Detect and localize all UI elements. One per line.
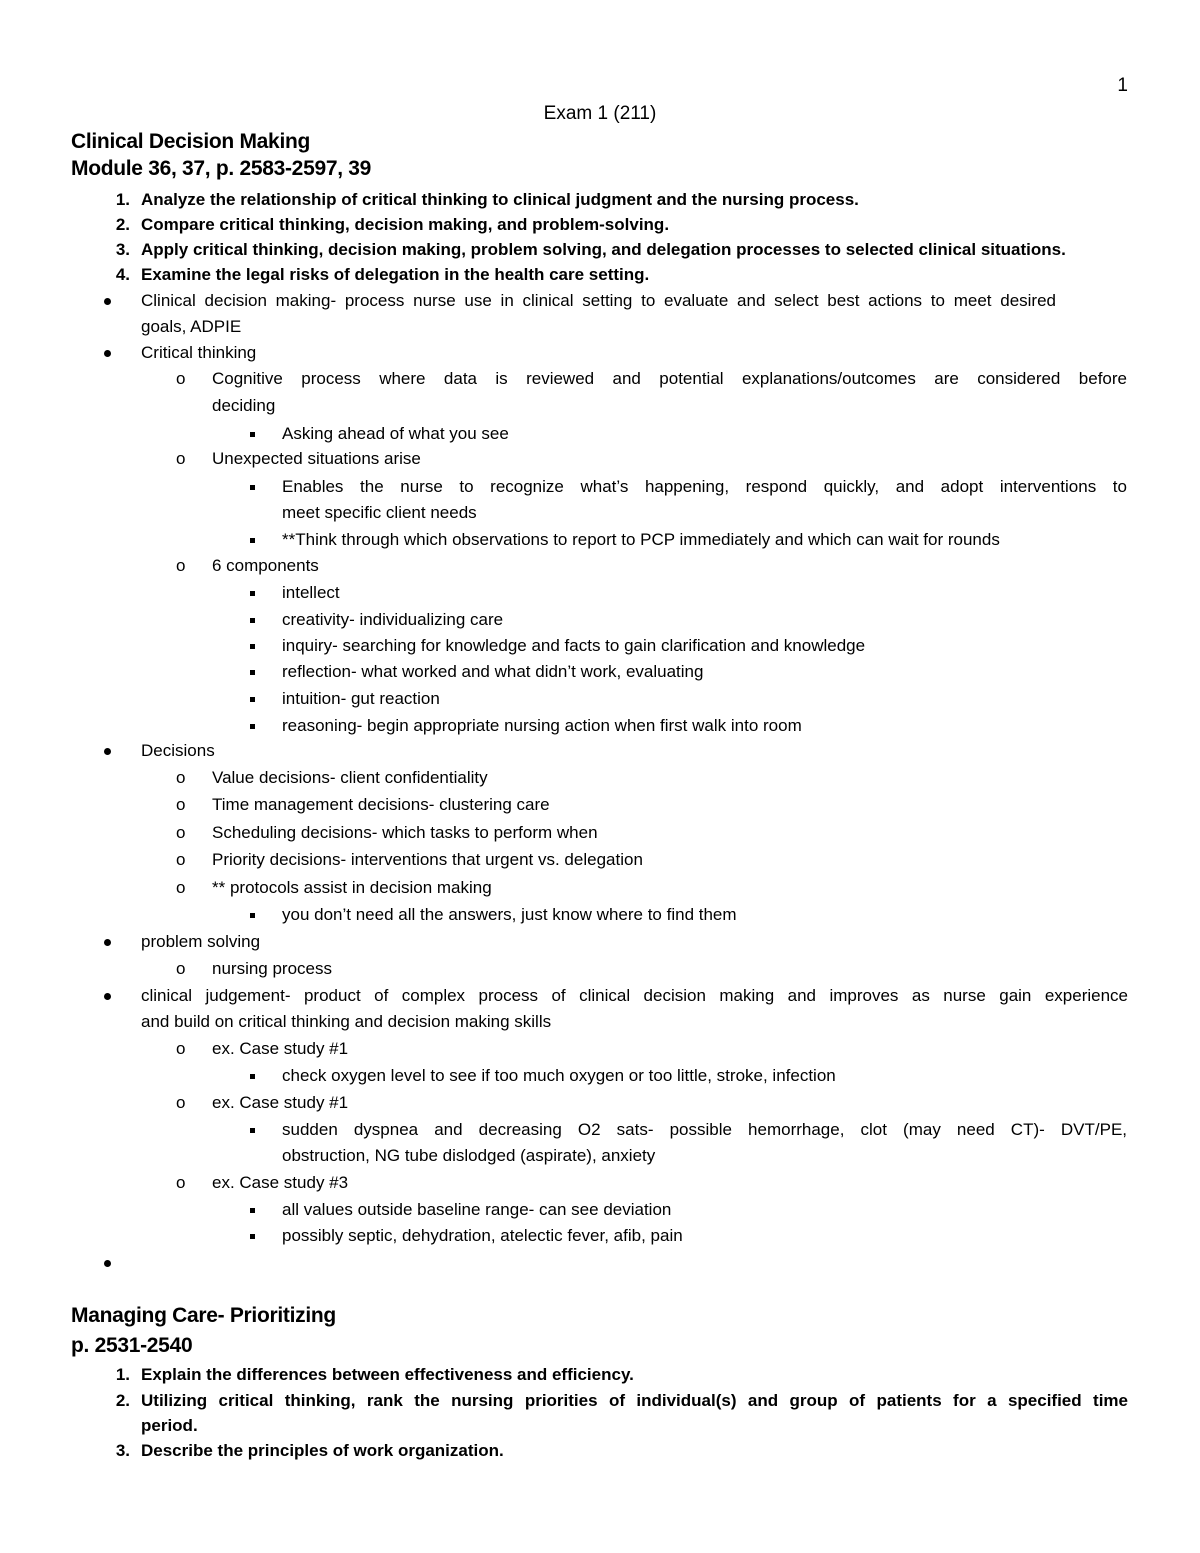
- circle-bullet-icon: o: [176, 768, 186, 787]
- list-item: Cognitive process where data is reviewed and potential explanations/outcomes are considered before: [212, 369, 1127, 388]
- bullet-icon: [104, 738, 111, 764]
- section-subheading: p. 2531-2540: [71, 1334, 193, 1357]
- circle-bullet-icon: o: [176, 850, 186, 869]
- list-item: Enables the nurse to recognize what’s happening, respond quickly, and adopt interventions to: [282, 477, 1127, 496]
- list-item: clinical judgement- product of complex process of clinical decision making and improves as nurse gain experience: [141, 986, 1128, 1005]
- square-bullet-icon: [250, 1197, 255, 1223]
- section-heading: Managing Care- Prioritizing: [71, 1304, 336, 1327]
- objective-number: 1.: [115, 190, 130, 209]
- list-item: Scheduling decisions- which tasks to perform when: [212, 823, 598, 842]
- square-bullet-icon: [250, 902, 255, 928]
- list-item: Unexpected situations arise: [212, 449, 421, 468]
- list-item: ** protocols assist in decision making: [212, 878, 492, 897]
- objective-text: Analyze the relationship of critical thinking to clinical judgment and the nursing process.: [141, 190, 859, 209]
- circle-bullet-icon: o: [176, 1173, 186, 1192]
- objective-number: 4.: [115, 265, 130, 284]
- square-bullet-icon: [250, 607, 255, 633]
- list-item-continuation: and build on critical thinking and decision making skills: [141, 1012, 552, 1031]
- circle-bullet-icon: o: [176, 369, 186, 388]
- circle-bullet-icon: o: [176, 1039, 186, 1058]
- square-bullet-icon: [250, 1063, 255, 1089]
- list-item: problem solving: [141, 932, 261, 951]
- list-item: you don’t need all the answers, just know where to find them: [282, 905, 737, 924]
- circle-bullet-icon: o: [176, 823, 186, 842]
- list-item: possibly septic, dehydration, atelectic fever, afib, pain: [282, 1226, 683, 1245]
- square-bullet-icon: [250, 713, 255, 739]
- list-item: Time management decisions- clustering care: [212, 795, 550, 814]
- page-number: 1: [1117, 75, 1128, 96]
- list-item: Critical thinking: [141, 343, 257, 362]
- list-item: ex. Case study #3: [212, 1173, 349, 1192]
- circle-bullet-icon: o: [176, 449, 186, 468]
- list-item-continuation: goals, ADPIE: [141, 317, 242, 336]
- objective-text-continuation: period.: [141, 1416, 198, 1435]
- list-item: inquiry- searching for knowledge and facts to gain clarification and knowledge: [282, 636, 866, 655]
- list-item: nursing process: [212, 959, 333, 978]
- bullet-icon: [104, 340, 111, 366]
- list-item: 6 components: [212, 556, 319, 575]
- list-item: Asking ahead of what you see: [282, 424, 509, 443]
- circle-bullet-icon: o: [176, 795, 186, 814]
- list-item: **Think through which observations to report to PCP immediately and which can wait for rounds: [282, 530, 1000, 549]
- bullet-icon: [104, 983, 111, 1009]
- list-item: intuition- gut reaction: [282, 689, 440, 708]
- circle-bullet-icon: o: [176, 959, 186, 978]
- objective-number: 2.: [115, 215, 130, 234]
- square-bullet-icon: [250, 659, 255, 685]
- objective-text: Explain the differences between effectiveness and efficiency.: [141, 1365, 634, 1384]
- document-title: Exam 1 (211): [543, 103, 657, 124]
- objective-text: Describe the principles of work organization.: [141, 1441, 504, 1460]
- list-item: all values outside baseline range- can see deviation: [282, 1200, 672, 1219]
- square-bullet-icon: [250, 474, 255, 500]
- list-item: Value decisions- client confidentiality: [212, 768, 488, 787]
- section-heading: Clinical Decision Making: [71, 130, 311, 153]
- list-item: ex. Case study #1: [212, 1039, 349, 1058]
- list-item: ex. Case study #1: [212, 1093, 349, 1112]
- square-bullet-icon: [250, 633, 255, 659]
- objective-text: Examine the legal risks of delegation in the health care setting.: [141, 265, 650, 284]
- list-item-continuation: meet specific client needs: [282, 503, 477, 522]
- list-item: intellect: [282, 583, 340, 602]
- list-item: Priority decisions- interventions that urgent vs. delegation: [212, 850, 643, 869]
- section-subheading: Module 36, 37, p. 2583-2597, 39: [71, 157, 372, 180]
- list-item: reasoning- begin appropriate nursing action when first walk into room: [282, 716, 802, 735]
- list-item-continuation: deciding: [212, 396, 276, 415]
- square-bullet-icon: [250, 1117, 255, 1143]
- bullet-icon: [104, 1250, 111, 1276]
- bullet-icon: [104, 288, 111, 314]
- list-item: Clinical decision making- process nurse use in clinical setting to evaluate and select best actions to meet desired: [141, 291, 1056, 310]
- circle-bullet-icon: o: [176, 1093, 186, 1112]
- square-bullet-icon: [250, 421, 255, 447]
- list-item: check oxygen level to see if too much oxygen or too little, stroke, infection: [282, 1066, 836, 1085]
- bullet-icon: [104, 929, 111, 955]
- objective-number: 2.: [115, 1391, 130, 1410]
- list-item-continuation: obstruction, NG tube dislodged (aspirate), anxiety: [282, 1146, 656, 1165]
- objective-number: 3.: [115, 1441, 130, 1460]
- list-item: creativity- individualizing care: [282, 610, 504, 629]
- list-item: reflection- what worked and what didn’t work, evaluating: [282, 662, 704, 681]
- square-bullet-icon: [250, 580, 255, 606]
- objective-text: Utilizing critical thinking, rank the nursing priorities of individual(s) and group of patients for a specified time: [141, 1391, 1128, 1410]
- square-bullet-icon: [250, 1223, 255, 1249]
- square-bullet-icon: [250, 527, 255, 553]
- objective-text: Compare critical thinking, decision making, and problem-solving.: [141, 215, 670, 234]
- objective-number: 3.: [115, 240, 130, 259]
- objective-text: Apply critical thinking, decision making, problem solving, and delegation processes to selected clinical situations.: [141, 240, 1066, 259]
- circle-bullet-icon: o: [176, 556, 186, 575]
- circle-bullet-icon: o: [176, 878, 186, 897]
- list-item: Decisions: [141, 741, 215, 760]
- square-bullet-icon: [250, 686, 255, 712]
- list-item: sudden dyspnea and decreasing O2 sats- possible hemorrhage, clot (may need CT)- DVT/PE,: [282, 1120, 1127, 1139]
- objective-number: 1.: [115, 1365, 130, 1384]
